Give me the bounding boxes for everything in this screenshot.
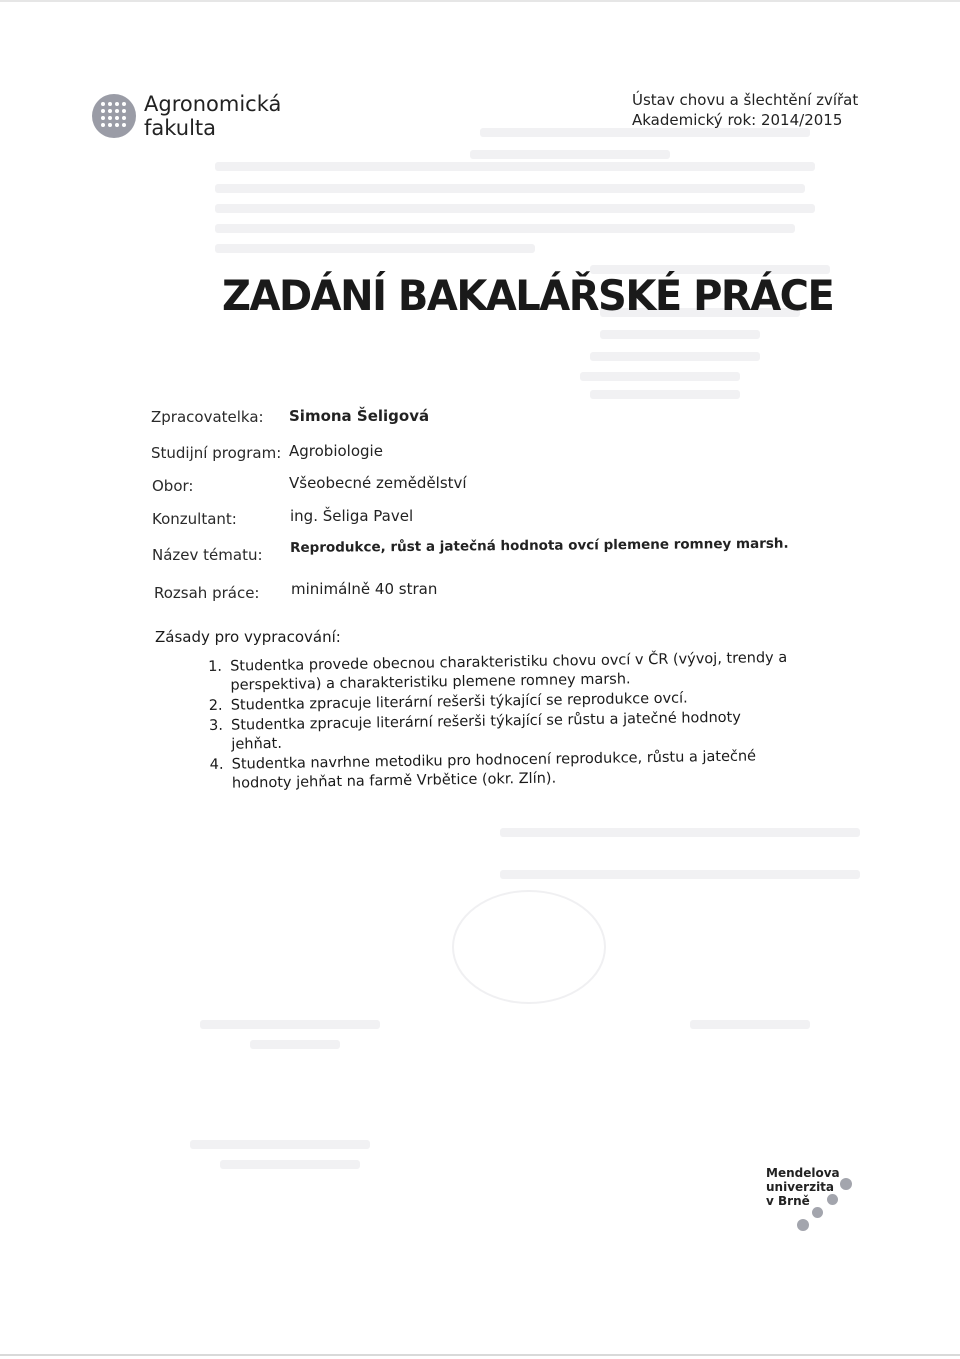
consultant-value: ing. Šeliga Pavel — [290, 507, 414, 525]
principle-text: Studentka navrhne metodiku pro hodnocení reprodukce, růstu a jatečné hodnoty jehňat na farmě Vrbětice (okr. Zlín). — [231, 748, 757, 792]
topic-value: Reprodukce, růst a jatečná hodnota ovcí plemene romney marsh. — [290, 535, 789, 556]
faculty-logo — [92, 92, 281, 140]
field-value: Všeobecné zemědělství — [289, 474, 467, 492]
page-title: ZADÁNÍ BAKALÁŘSKÉ PRÁCE — [222, 272, 834, 321]
academic-year: Akademický rok: 2014/2015 — [632, 111, 843, 129]
principle-number: 4. — [209, 756, 224, 773]
topic-label: Název tématu: — [152, 546, 263, 564]
scope-label: Rozsah práce: — [154, 584, 260, 602]
author-value: Simona Šeligová — [289, 407, 430, 425]
principle-text: Studentka zpracuje literární rešerši týkající se růstu a jatečné hodnoty jehňat. — [230, 709, 742, 753]
university-line2: univerzita — [766, 1180, 835, 1194]
faculty-name-line2: fakulta — [144, 116, 217, 140]
scan-top-edge — [0, 0, 960, 2]
scope-value: minimálně 40 stran — [291, 580, 438, 598]
consultant-label: Konzultant: — [152, 510, 237, 528]
principle-text: Studentka provede obecnou charakteristiku chovu ovcí v ČR (vývoj, trendy a perspektiva) a charakteristiku plemene romney marsh. — [230, 649, 788, 694]
principles-heading: Zásady pro vypracování: — [155, 628, 341, 646]
university-line1: Mendelova — [766, 1166, 840, 1180]
field-label: Obor: — [152, 477, 194, 495]
author-label: Zpracovatelka: — [151, 408, 264, 426]
stamp-bleed-icon — [452, 890, 606, 1004]
university-line3: v Brně — [766, 1194, 810, 1208]
institute-block — [632, 90, 858, 130]
principle-item — [210, 747, 791, 794]
faculty-logo-icon — [92, 94, 136, 138]
program-value: Agrobiologie — [289, 442, 383, 460]
principles-list — [208, 649, 790, 795]
principle-number: 1. — [208, 658, 223, 675]
principle-number: 3. — [208, 717, 224, 734]
program-label: Studijní program: — [151, 444, 282, 462]
principle-number: 2. — [208, 697, 223, 714]
scan-bottom-edge — [0, 1354, 960, 1356]
faculty-name-line1: Agronomická — [144, 92, 282, 116]
principle-text: Studentka zpracuje literární rešerši týkající se reprodukce ovcí. — [230, 690, 688, 714]
institute-name: Ústav chovu a šlechtění zvířat — [632, 91, 859, 109]
